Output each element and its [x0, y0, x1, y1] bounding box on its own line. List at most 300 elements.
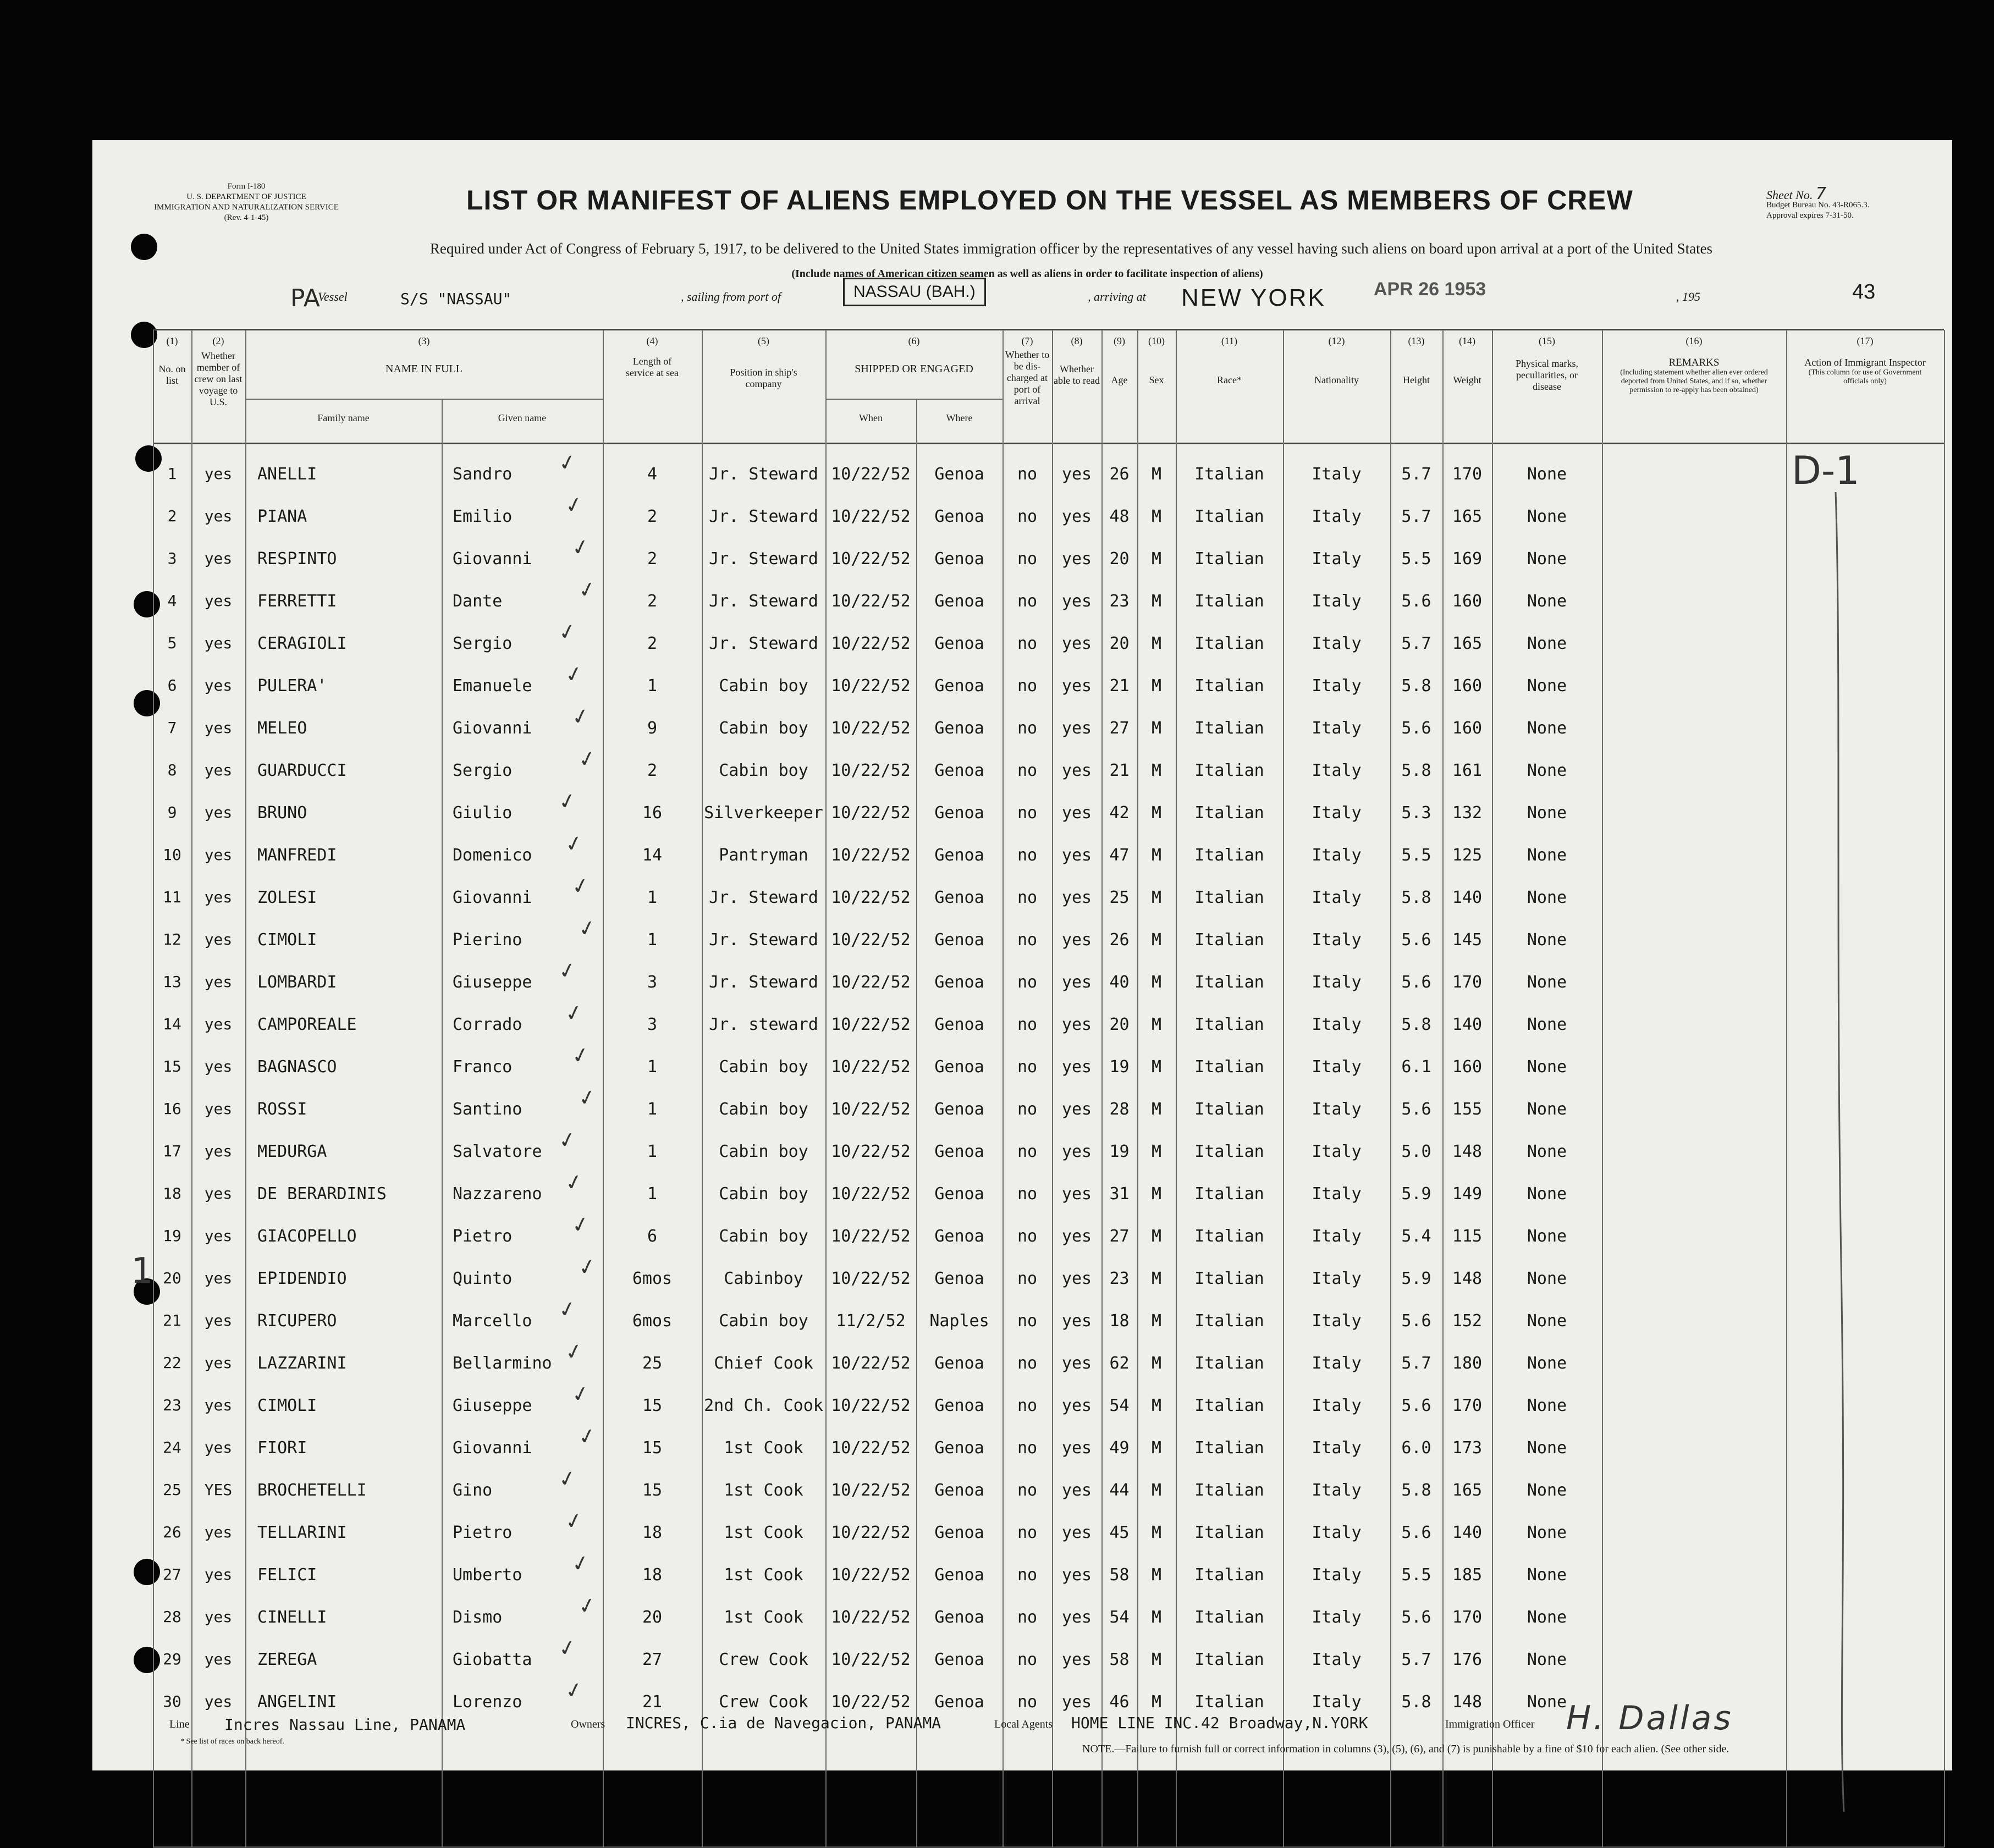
nationality: Italy — [1312, 1523, 1362, 1542]
shipped-when: 10/22/52 — [831, 1269, 911, 1288]
row-number: 16 — [163, 1100, 181, 1118]
col17-header: (17) Action of Immigrant Inspector (This column for use of Government officials only) — [1804, 335, 1926, 385]
height: 5.0 — [1401, 1142, 1431, 1161]
sex: M — [1151, 803, 1162, 823]
given-name: Franco — [453, 1057, 513, 1077]
col12-header: (12) Nationality — [1314, 335, 1359, 385]
margin-mark: 1 — [131, 1251, 153, 1292]
sex: M — [1151, 1608, 1162, 1627]
position: 2nd Ch. Cook — [704, 1396, 823, 1415]
checkmark-icon: ✓ — [576, 912, 597, 944]
able-to-read: yes — [1061, 1692, 1092, 1712]
age: 19 — [1109, 1057, 1130, 1077]
service-length: 2 — [647, 761, 658, 780]
service-length: 20 — [642, 1608, 663, 1627]
physical-marks: None — [1527, 973, 1567, 992]
age: 20 — [1109, 549, 1130, 569]
physical-marks: None — [1527, 761, 1567, 780]
service-length: 18 — [642, 1565, 663, 1585]
able-to-read: yes — [1061, 1438, 1092, 1458]
nationality: Italy — [1312, 719, 1362, 738]
last-voyage: yes — [204, 888, 233, 906]
race: Italian — [1194, 1015, 1264, 1034]
family-name: CINELLI — [257, 1608, 327, 1627]
physical-marks: None — [1527, 1565, 1567, 1585]
nationality: Italy — [1312, 930, 1362, 950]
age: 58 — [1109, 1565, 1130, 1585]
race: Italian — [1194, 592, 1264, 611]
able-to-read: yes — [1061, 592, 1092, 611]
col14-header: (14) Weight — [1453, 335, 1481, 385]
weight: 176 — [1452, 1650, 1483, 1669]
header-bottom-rule — [153, 443, 1944, 444]
age: 28 — [1109, 1100, 1130, 1119]
physical-marks: None — [1527, 1100, 1567, 1119]
agents-label: Local Agents — [994, 1718, 1053, 1730]
physical-marks: None — [1527, 719, 1567, 738]
service-length: 1 — [647, 1142, 658, 1161]
position: Cabin boy — [719, 1057, 808, 1077]
given-name: Nazzareno — [453, 1184, 542, 1204]
position: Pantryman — [719, 846, 808, 865]
table-top-rule — [153, 329, 1944, 330]
col9-header: (9) Age — [1111, 335, 1128, 385]
officer-signature: H. Dallas — [1566, 1699, 1733, 1737]
able-to-read: yes — [1061, 1269, 1092, 1288]
position: Cabin boy — [719, 1142, 808, 1161]
shipped-where: Genoa — [934, 549, 984, 569]
race: Italian — [1194, 634, 1264, 653]
sex: M — [1151, 1523, 1162, 1542]
nationality: Italy — [1312, 1650, 1362, 1669]
shipped-where: Genoa — [934, 1396, 984, 1415]
given-name: Corrado — [453, 1015, 522, 1034]
row-number: 8 — [167, 761, 177, 779]
age: 44 — [1109, 1481, 1130, 1500]
shipped-when: 10/22/52 — [831, 1565, 911, 1585]
last-voyage: yes — [204, 761, 233, 779]
service-length: 6mos — [632, 1269, 673, 1288]
height: 5.6 — [1401, 1396, 1431, 1415]
col2-header: (2) Whether member of crew on last voyage to U.S. — [194, 335, 243, 407]
service-length: 3 — [647, 973, 658, 992]
sex: M — [1151, 507, 1162, 526]
shipped-where: Genoa — [934, 592, 984, 611]
position: Jr. Steward — [709, 507, 818, 526]
physical-marks: None — [1527, 1396, 1567, 1415]
nationality: Italy — [1312, 465, 1362, 484]
discharged: no — [1017, 634, 1038, 653]
able-to-read: yes — [1061, 1396, 1092, 1415]
row-number: 21 — [163, 1311, 181, 1330]
given-name: Sergio — [453, 634, 513, 653]
row-number: 29 — [163, 1650, 181, 1668]
manifest-sheet — [92, 140, 1952, 1770]
nationality: Italy — [1312, 888, 1362, 907]
position: Cabin boy — [719, 761, 808, 780]
checkmark-icon: ✓ — [576, 573, 597, 605]
shipped-when: 10/22/52 — [831, 1015, 911, 1034]
service-length: 2 — [647, 592, 658, 611]
vessel-label: Vessel — [318, 290, 348, 304]
family-name: FELICI — [257, 1565, 317, 1585]
age: 31 — [1109, 1184, 1130, 1204]
physical-marks: None — [1527, 1184, 1567, 1204]
height: 5.9 — [1401, 1184, 1431, 1204]
shipped-where: Genoa — [934, 1184, 984, 1204]
service-length: 15 — [642, 1438, 663, 1458]
nationality: Italy — [1312, 1015, 1362, 1034]
discharged: no — [1017, 719, 1038, 738]
able-to-read: yes — [1061, 1142, 1092, 1161]
race: Italian — [1194, 676, 1264, 696]
checkmark-icon: ✓ — [570, 1378, 591, 1409]
nationality: Italy — [1312, 1311, 1362, 1331]
last-voyage: yes — [204, 1057, 233, 1075]
able-to-read: yes — [1061, 1523, 1092, 1542]
shipped-where: Genoa — [934, 1057, 984, 1077]
height: 5.8 — [1401, 1015, 1431, 1034]
checkmark-icon: ✓ — [563, 1336, 584, 1367]
checkmark-icon: ✓ — [563, 997, 584, 1028]
weight: 140 — [1452, 1523, 1483, 1542]
sheet-number: 7 — [1815, 184, 1826, 203]
race: Italian — [1194, 1650, 1264, 1669]
family-name: GUARDUCCI — [257, 761, 347, 780]
sex: M — [1151, 1565, 1162, 1585]
race: Italian — [1194, 1142, 1264, 1161]
height: 5.3 — [1401, 803, 1431, 823]
age: 18 — [1109, 1311, 1130, 1331]
position: Jr. Steward — [709, 973, 818, 992]
able-to-read: yes — [1061, 1015, 1092, 1034]
shipped-when: 10/22/52 — [831, 1692, 911, 1712]
position: Cabin boy — [719, 676, 808, 696]
physical-marks: None — [1527, 1354, 1567, 1373]
given-name: Salvatore — [453, 1142, 542, 1161]
sex: M — [1151, 465, 1162, 484]
checkmark-icon: ✓ — [570, 870, 591, 901]
given-name: Pietro — [453, 1227, 513, 1246]
able-to-read: yes — [1061, 1311, 1092, 1331]
shipped-when: 10/22/52 — [831, 1608, 911, 1627]
sex: M — [1151, 846, 1162, 865]
sex: M — [1151, 1692, 1162, 1712]
row-number: 22 — [163, 1354, 181, 1372]
physical-marks: None — [1527, 1438, 1567, 1458]
height: 5.6 — [1401, 973, 1431, 992]
sex: M — [1151, 1650, 1162, 1669]
checkmark-icon: ✓ — [557, 1463, 577, 1494]
checkmark-icon: ✓ — [557, 955, 577, 986]
shipped-where: Genoa — [934, 930, 984, 950]
able-to-read: yes — [1061, 719, 1092, 738]
position: 1st Cook — [724, 1608, 803, 1627]
last-voyage: yes — [204, 930, 233, 948]
physical-marks: None — [1527, 1269, 1567, 1288]
position: Cabin boy — [719, 1311, 808, 1331]
age: 27 — [1109, 719, 1130, 738]
given-name: Umberto — [453, 1565, 522, 1585]
last-voyage: yes — [204, 1650, 233, 1668]
sex: M — [1151, 719, 1162, 738]
shipped-where: Genoa — [934, 1608, 984, 1627]
given-name: Dismo — [453, 1608, 503, 1627]
sex: M — [1151, 973, 1162, 992]
discharged: no — [1017, 803, 1038, 823]
sex: M — [1151, 1015, 1162, 1034]
age: 49 — [1109, 1438, 1130, 1458]
nationality: Italy — [1312, 1269, 1362, 1288]
shipped-where: Genoa — [934, 973, 984, 992]
age: 23 — [1109, 592, 1130, 611]
shipped-where: Genoa — [934, 1142, 984, 1161]
able-to-read: yes — [1061, 1481, 1092, 1500]
sex: M — [1151, 1142, 1162, 1161]
able-to-read: yes — [1061, 1227, 1092, 1246]
weight: 180 — [1452, 1354, 1483, 1373]
discharged: no — [1017, 1396, 1038, 1415]
race: Italian — [1194, 1692, 1264, 1712]
nationality: Italy — [1312, 1692, 1362, 1712]
weight: 185 — [1452, 1565, 1483, 1585]
col3-header: (3) NAME IN FULL — [385, 335, 462, 375]
shipped-when: 10/22/52 — [831, 1354, 911, 1373]
shipped-where: Genoa — [934, 1523, 984, 1542]
discharged: no — [1017, 1354, 1038, 1373]
col10-header: (10) Sex — [1148, 335, 1165, 385]
weight: 165 — [1452, 634, 1483, 653]
age: 54 — [1109, 1608, 1130, 1627]
sex: M — [1151, 1269, 1162, 1288]
able-to-read: yes — [1061, 803, 1092, 823]
able-to-read: yes — [1061, 888, 1092, 907]
physical-marks: None — [1527, 1142, 1567, 1161]
able-to-read: yes — [1061, 930, 1092, 950]
weight: 170 — [1452, 1396, 1483, 1415]
height: 5.7 — [1401, 507, 1431, 526]
age: 26 — [1109, 465, 1130, 484]
last-voyage: yes — [204, 1015, 233, 1033]
age: 23 — [1109, 1269, 1130, 1288]
discharged: no — [1017, 1227, 1038, 1246]
vessel-name: S/S "NASSAU" — [400, 290, 512, 308]
family-name: LOMBARDI — [257, 973, 337, 992]
row-number: 23 — [163, 1396, 181, 1414]
shipped-when: 10/22/52 — [831, 761, 911, 780]
shipped-where: Genoa — [934, 1481, 984, 1500]
discharged: no — [1017, 1692, 1038, 1712]
height: 5.7 — [1401, 1354, 1431, 1373]
arriving-port: NEW YORK — [1181, 284, 1326, 311]
shipped-where: Genoa — [934, 1100, 984, 1119]
given-name: Giobatta — [453, 1650, 532, 1669]
page-number: 43 — [1852, 280, 1876, 304]
race: Italian — [1194, 1311, 1264, 1331]
col1-header: (1) No. on list — [158, 335, 186, 386]
discharged: no — [1017, 1523, 1038, 1542]
able-to-read: yes — [1061, 676, 1092, 696]
position: 1st Cook — [724, 1523, 803, 1542]
able-to-read: yes — [1061, 1650, 1092, 1669]
service-length: 2 — [647, 507, 658, 526]
height: 5.6 — [1401, 1100, 1431, 1119]
shipped-when: 11/2/52 — [836, 1311, 906, 1331]
race: Italian — [1194, 719, 1264, 738]
row-number: 3 — [167, 549, 177, 567]
position: Jr. Steward — [709, 888, 818, 907]
checkmark-icon: ✓ — [557, 1293, 577, 1325]
age: 58 — [1109, 1650, 1130, 1669]
family-name: GIACOPELLO — [257, 1227, 357, 1246]
shipped-when: 10/22/52 — [831, 803, 911, 823]
sex: M — [1151, 592, 1162, 611]
agents-value: HOME LINE INC.42 Broadway,N.YORK — [1071, 1714, 1368, 1732]
discharged: no — [1017, 1481, 1038, 1500]
position: Jr. Steward — [709, 549, 818, 569]
given-name: Giuseppe — [453, 973, 532, 992]
shipped-where: Genoa — [934, 1269, 984, 1288]
owners-label: Owners — [571, 1718, 605, 1730]
discharged: no — [1017, 1650, 1038, 1669]
shipped-when: 10/22/52 — [831, 1184, 911, 1204]
nationality: Italy — [1312, 1481, 1362, 1500]
family-name: CERAGIOLI — [257, 634, 347, 653]
physical-marks: None — [1527, 1481, 1567, 1500]
able-to-read: yes — [1061, 1057, 1092, 1077]
height: 5.5 — [1401, 1565, 1431, 1585]
shipped-where: Genoa — [934, 719, 984, 738]
shipped-when: 10/22/52 — [831, 973, 911, 992]
checkmark-icon: ✓ — [570, 1209, 591, 1240]
discharged: no — [1017, 761, 1038, 780]
checkmark-icon: ✓ — [570, 531, 591, 562]
age: 20 — [1109, 634, 1130, 653]
col11-header: (11) Race* — [1217, 335, 1242, 385]
discharged: no — [1017, 1184, 1038, 1204]
line-value: Incres Nassau Line, PANAMA — [224, 1715, 466, 1734]
service-length: 15 — [642, 1396, 663, 1415]
column-rule — [442, 399, 443, 1847]
family-name: RESPINTO — [257, 549, 337, 569]
height: 5.6 — [1401, 1311, 1431, 1331]
height: 5.8 — [1401, 1692, 1431, 1712]
sex: M — [1151, 1354, 1162, 1373]
given-name: Dante — [453, 592, 503, 611]
row-number: 1 — [167, 465, 177, 483]
nationality: Italy — [1312, 1227, 1362, 1246]
physical-marks: None — [1527, 1015, 1567, 1034]
row-number: 7 — [167, 719, 177, 737]
race: Italian — [1194, 1354, 1264, 1373]
row-number: 24 — [163, 1438, 181, 1457]
last-voyage: yes — [204, 1227, 233, 1245]
age: 40 — [1109, 973, 1130, 992]
checkmark-icon: ✓ — [570, 1039, 591, 1071]
given-name: Sergio — [453, 761, 513, 780]
race: Italian — [1194, 803, 1264, 823]
position: 1st Cook — [724, 1481, 803, 1500]
discharged: no — [1017, 676, 1038, 696]
position: Jr. Steward — [709, 930, 818, 950]
races-note: * See list of races on back hereof. — [180, 1737, 284, 1746]
shipped-where: Naples — [929, 1311, 989, 1331]
row-number: 19 — [163, 1227, 181, 1245]
shipped-where: Genoa — [934, 846, 984, 865]
given-name: Bellarmino — [453, 1354, 552, 1373]
sex: M — [1151, 1184, 1162, 1204]
discharged: no — [1017, 1269, 1038, 1288]
weight: 173 — [1452, 1438, 1483, 1458]
last-voyage: yes — [204, 1692, 233, 1711]
position: Jr. Steward — [709, 465, 818, 484]
discharged: no — [1017, 592, 1038, 611]
weight: 160 — [1452, 1057, 1483, 1077]
shipped-where: Genoa — [934, 507, 984, 526]
able-to-read: yes — [1061, 1100, 1092, 1119]
age: 62 — [1109, 1354, 1130, 1373]
given-name: Giuseppe — [453, 1396, 532, 1415]
checkmark-icon: ✓ — [563, 1505, 584, 1536]
row-number: 9 — [167, 803, 177, 821]
sheet-label: Sheet No. — [1766, 188, 1813, 202]
officer-label: Immigration Officer — [1445, 1718, 1535, 1730]
checkmark-icon: ✓ — [563, 489, 584, 520]
height: 6.1 — [1401, 1057, 1431, 1077]
service-length: 2 — [647, 634, 658, 653]
col13-header: (13) Height — [1403, 335, 1430, 385]
row-number: 11 — [163, 888, 181, 906]
shipped-when: 10/22/52 — [831, 1057, 911, 1077]
inspector-bracket — [1825, 492, 1858, 1823]
weight: 145 — [1452, 930, 1483, 950]
discharged: no — [1017, 1608, 1038, 1627]
race: Italian — [1194, 465, 1264, 484]
family-name: RICUPERO — [257, 1311, 337, 1331]
shipped-where: Genoa — [934, 803, 984, 823]
given-name: Emilio — [453, 507, 513, 526]
height: 5.7 — [1401, 465, 1431, 484]
shipped-where: Genoa — [934, 465, 984, 484]
age: 42 — [1109, 803, 1130, 823]
physical-marks: None — [1527, 1523, 1567, 1542]
family-name: CAMPOREALE — [257, 1015, 357, 1034]
shipped-when: 10/22/52 — [831, 1227, 911, 1246]
race: Italian — [1194, 1438, 1264, 1458]
row-number: 15 — [163, 1057, 181, 1075]
nationality: Italy — [1312, 1057, 1362, 1077]
shipped-where: Genoa — [934, 1692, 984, 1712]
physical-marks: None — [1527, 1608, 1567, 1627]
inspector-mark: D-1 — [1792, 448, 1860, 493]
hand-mark: PA — [290, 284, 320, 312]
family-name: PULERA' — [257, 676, 327, 696]
family-name: CIMOLI — [257, 930, 317, 950]
last-voyage: yes — [204, 1311, 233, 1330]
height: 5.7 — [1401, 634, 1431, 653]
family-name-header: Family name — [317, 412, 370, 423]
family-name: LAZZARINI — [257, 1354, 347, 1373]
physical-marks: None — [1527, 507, 1567, 526]
race: Italian — [1194, 1100, 1264, 1119]
service-length: 3 — [647, 1015, 658, 1034]
subtitle: Required under Act of Congress of February 5, 1917, to be delivered to the United States immigration officer by the representatives of any vessel having such aliens on board upon arrival at a port of the United States — [429, 240, 1713, 257]
family-name: ZEREGA — [257, 1650, 317, 1669]
shipped-when: 10/22/52 — [831, 634, 911, 653]
family-name: CIMOLI — [257, 1396, 317, 1415]
able-to-read: yes — [1061, 465, 1092, 484]
family-name: MEDURGA — [257, 1142, 327, 1161]
